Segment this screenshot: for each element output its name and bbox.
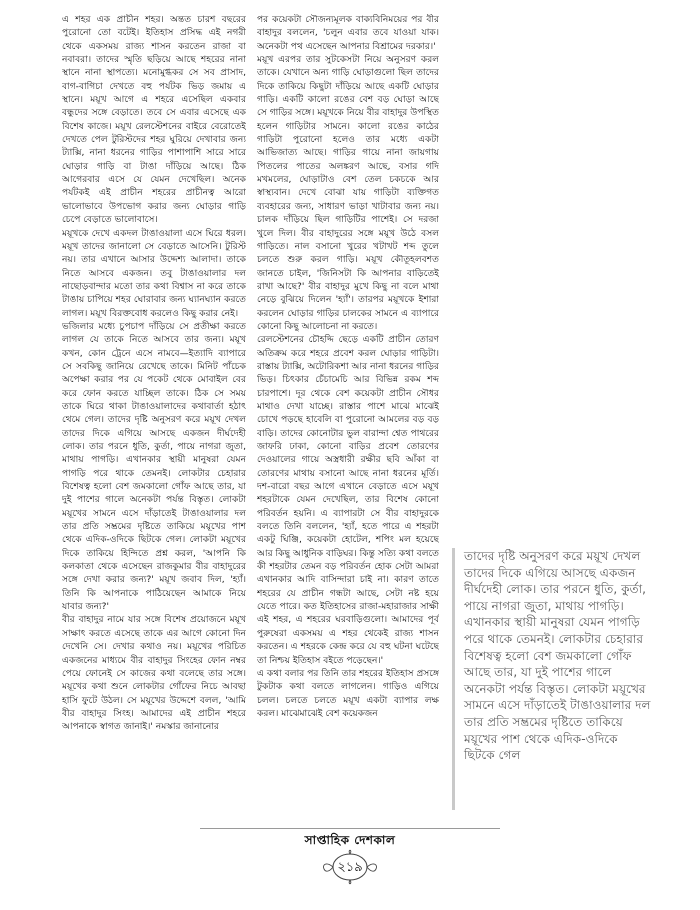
article-paragraph: বীর বাহাদুর নামে যার সঙ্গে বিশেষ প্রয়োজনে ময়ূখ সাক্ষাৎ করতে এসেছে তাকে এর আগে কোনো দিন দেখেনি সে। দেখার কথাও নয়। ময়ূখের পরিচিত একজনের মাধ্যমে বীর বাহাদুর সিংহের ফোন নম্বর পেয়ে ফোনেই সে কাজের কথা বলেছে তার সঙ্গে। ময়ূখের কথা শুনে লোকটার গোঁফের নিচে আবছা হাসি ফুটে উঠল। সে ময়ূখের উদ্দেশে বলল, 'আমি বীর বাহাদুর সিংহ। আমাদের এই প্রাচীন শহরে আপনাকে স্বাগত জানাই।' নমস্কার জানানোর <box>62 615 246 733</box>
article-paragraph: ময়ূখ এরপর তার সুটকেসটা নিয়ে অনুসরণ করল তাকে। যেখানে অন্য গাড়ি ঘোড়াগুলো ছিল তাদের দিকে তাকিয়ে কিছুটা দাঁড়িয়ে আছে একটি ঘোড়ার গাড়ি। একটি কালো রঙের বেশ বড় ঘোড়া আছে সে গাড়ির সঙ্গে। ময়ূখকে নিয়ে বীর বাহাদুর উপস্থিত হলেন গাড়িটার সামনে। কালো রঙের কাঠের গাড়িটা পুরোনো হলেও তার মধ্যে একটা আভিজাত্য আছে। গাড়ির গায়ে নানা জায়গায় পিতলের পাতের অলঙ্করণ আছে, বসার গদি মখমলের, ঘোড়াটাও বেশ তেল চকচকে আর স্বাস্থ্যবান। দেখে বোঝা যায় গাড়িটা ব্যক্তিগত ব্যবহারের জন্য, সাধারণ ভাড়া খাটাবার জন্য নয়। চালক দাঁড়িয়ে ছিল গাড়িটির পাশেই। সে দরজা খুলে দিল। বীর বাহাদুরের সঙ্গে ময়ূখ উঠে বসল গাড়িতে। নাল বসানো খুরের খটাখট শব্দ তুলে চলতে শুরু করল গাড়ি। ময়ূখ কৌতূহলবশত জানতে চাইল, 'জিনিসটা কি আপনার বাড়িতেই রাখা আছে?' বীর বাহাদুর মুখে কিছু না বলে মাথা নেড়ে বুঝিয়ে দিলেন 'হ্যাঁ'। তারপর ময়ূখকে ইশারা করলেন ঘোড়ার গাড়ির চালকের সামনে এ ব্যাপারে কোনো কিছু আলোচনা না করতে। <box>257 55 439 332</box>
pull-quote-text: তাদের দৃষ্টি অনুসরণ করে ময়ূখ দেখল তাদের দিকে এগিয়ে আসছে একজন দীর্ঘদেহী লোক। তার পরনে ধুতি, কুর্তা, পায়ে নাগরা জুতা, মাথায় পাগড়ি। এখানকার স্থায়ী মানুষরা যেমন পাগড়ি পরে থাকে তেমনই। লোকটার চেহারার বিশেষত্ব হলো বেশ জমকালো গোঁফ আছে তার, যা দুই পাশের গালে অনেকটা পর্যন্ত বিস্তৃত। লোকটা ময়ূখের সামনে এসে দাঁড়াতেই টাঙাওয়ালার দল তার প্রতি সম্ভ্রমের দৃষ্টিতে তাকিয়ে ময়ূখের পাশ থেকে এদিক-ওদিকে ছিটকে গেল <box>464 549 651 763</box>
page-number: ২১৯ <box>337 860 363 875</box>
article-paragraph: এ শহর এক প্রাচীন শহর। অন্তত চারশ বছরের পুরোনো তো বটেই। ইতিহাস প্রসিদ্ধ এই নগরী থেকে একসময় রাজ্য শাসন করতেন রাজা বা নবাবরা। তাদের স্মৃতি ছড়িয়ে আছে শহরের নানা স্থানে নানা স্থাপত্যে। মনোমুগ্ধকর সে সব প্রাসাদ, বাগ-বাগিচা দেখতে বহু পর্যটক ভিড় জমায় এ স্থানে। ময়ূখ আগে এ শহরে এসেছিল একবার বন্ধুদের সঙ্গে বেড়াতে। তবে সে এবার এসেছে এক বিশেষ কাজে। ময়ূখ রেলস্টেশনের বাইরে বেরোতেই দেখতে পেল টুরিস্টদের শহর ঘুরিয়ে দেখাবার জন্য ট্যাক্সি, নানা ধরনের গাড়ির পাশাপাশি সারে সারে ঘোড়ার গাড়ি বা টাঙা দাঁড়িয়ে আছে। ঠিক আগেরবার এসে যে যেমন দেখেছিল। অনেক পর্যটকই এই প্রাচীন শহরের প্রাচীনত্ব আরো ভালোভাবে উপভোগ করার জন্য ঘোড়ার গাড়ি চেপে বেড়াতে ভালোবাসে। <box>62 15 246 226</box>
article-paragraph: রেলস্টেশনের চৌহদ্দি ছেড়ে একটি প্রাচীন তোরণ অতিক্রম করে শহরে প্রবেশ করল ঘোড়ার গাড়িটা। রাস্তায় ট্যাক্সি, অটোরিকশা আর নানা ধরনের গাড়ির ভিড়। চিৎকার চেঁচামেচি আর বিভিন্ন রকম শব্দ চারপাশে। দূর থেকে বেশ কয়েকটা প্রাচীন সৌধর মাথাও দেখা যাচ্ছে। রাস্তার পাশে মাঝে মাঝেই চোখে পড়ছে হাবেলি বা পুরোনো আমলের বড় বড় বাড়ি। তাদের কোনোটার ভুল বারান্দা শ্বেত পাথরের জাফরি ঢাকা, কোনো বাড়ির প্রবেশ তোরণের দেওয়ালের গায়ে অস্ত্রধারী রক্ষীর ছবি আঁকা বা তোরণের মাথায় বসানো আছে নানা ধরনের মূর্তি। দশ-বারো বছর আগে এখানে বেড়াতে এসে ময়ূখ শহরটাকে যেমন দেখেছিল, তার বিশেষ কোনো পরিবর্তন হয়নি। এ ব্যাপারটা সে বীর বাহাদুরকে বলতে তিনি বললেন, 'হ্যাঁ, হতে পারে এ শহরটা একটু ঘিঞ্জি, কয়েকটা হোটেল, শপিং মল হয়েছে আর কিছু আধুনিক বাড়িঘর। কিন্তু সত্যি কথা বলতে কী শহরটার তেমন বড় পরিবর্তন হোক সেটা আমরা এখানকার আদি বাসিন্দারা চাই না। কারণ তাতে শহরের যে প্রাচীন গন্ধটা আছে, সেটা নষ্ট হয়ে যেতে পারে। কত ইতিহাসের রাজা-মহারাজার সাক্ষী এই শহর, এ শহরের ঘরবাড়িগুলো। আমাদের পূর্ব পুরুষেরা একসময় এ শহর থেকেই রাজ্য শাসন করতেন। এ শহরকে কেন্দ্র করে যে বহু ঘটনা ঘটেছে তা নিশ্চয় ইতিহাস বইতে পড়েছেন।' <box>257 335 439 666</box>
footer-divider <box>200 828 500 829</box>
pull-quote <box>452 548 652 810</box>
article-paragraph: পর কয়েকটা সৌজন্যমূলক বাক্যবিনিময়ের পর বীর বাহাদুর বললেন, 'চলুন এবার তবে যাওয়া যাক। অনেকটা পথ এসেছেন আপনার বিশ্রামের দরকার।' <box>257 15 439 52</box>
article-paragraph: ভজিলার মধ্যে চুপচাপ দাঁড়িয়ে সে প্রতীক্ষা করতে লাগল যে তাকে নিতে আসবে তার জন্য। ময়ূখ কখন, কোন ট্রেনে এসে নামবে—ইত্যাদি ব্যাপারে সে সবকিছু জানিয়ে রেখেছে তাকে। মিনিট পাঁচেক অপেক্ষা করার পর যে পকেট থেকে মোবাইল বের করে ফোন করতে যাচ্ছিল তাকে। ঠিক সে সময় তাকে ঘিরে থাকা টাঙাওয়ালাদের কথাবার্তা হঠাৎ থেমে গেল। তাদের দৃষ্টি অনুসরণ করে ময়ূখ দেখল তাদের দিকে এগিয়ে আসছে একজন দীর্ঘদেহী লোক। তার পরনে ধুতি, কুর্তা, পায়ে নাগরা জুতা, মাথায় পাগড়ি। এখানকার স্থায়ী মানুষরা যেমন পাগড়ি পরে থাকে তেমনই। লোকটার চেহারার বিশেষত্ব হলো বেশ জমকালো গোঁফ আছে তার, যা দুই পাশের গালে অনেকটা পর্যন্ত বিস্তৃত। লোকটা ময়ূখের সামনে এসে দাঁড়াতেই টাঙাওয়ালার দল তার প্রতি সম্ভ্রমের দৃষ্টিতে তাকিয়ে ময়ূখের পাশ থেকে এদিক-ওদিকে ছিটকে গেল। লোকটা ময়ূখের দিকে তাকিয়ে হিন্দিতে প্রশ্ন করল, 'আপনি কি কলকাতা থেকে এসেছেন রাজকুমার বীর বাহাদুরের সঙ্গে দেখা করার জন্য?' ময়ূখ জবাব দিল, 'হ্যাঁ। তিনি কি আপনাকে পাঠিয়েছেন আমাকে নিয়ে যাবার জন্য?' <box>62 321 246 613</box>
article-paragraph: এ কথা বলার পর তিনি তার শহরের ইতিহাস প্রসঙ্গে টুকটাক কথা বলতে লাগলেন। গাড়িও এগিয়ে চলল। চলতে চলতে ময়ূখ একটা ব্যাপার লক্ষ করল। মাঝেমাঝেই বেশ কয়েকজন <box>257 668 439 719</box>
magazine-name: সাপ্তাহিক দেশকাল <box>304 833 396 847</box>
article-column-left <box>62 14 246 814</box>
article-column-middle <box>257 14 439 814</box>
article-paragraph: ময়ূখকে দেখে একদল টাঙাওয়ালা এসে ঘিরে ধরল। ময়ূখ তাদের জানালো সে বেড়াতে আসেনি। টুরিস্ট নয়। তার এখানে আসার উদ্দেশ্য আলাদা। তাকে নিতে আসবে একজন। তবু টাঙাওয়ালার দল নাছোড়বান্দার মতো তার কথা বিশ্বাস না করে তাকে টাঙায় চাপিয়ে শহর ঘোরাবার জন্য ঘ্যানঘ্যান করতে লাগল। ময়ূখ বিরক্তবোধ করলেও কিছু করার নেই। <box>62 228 246 319</box>
